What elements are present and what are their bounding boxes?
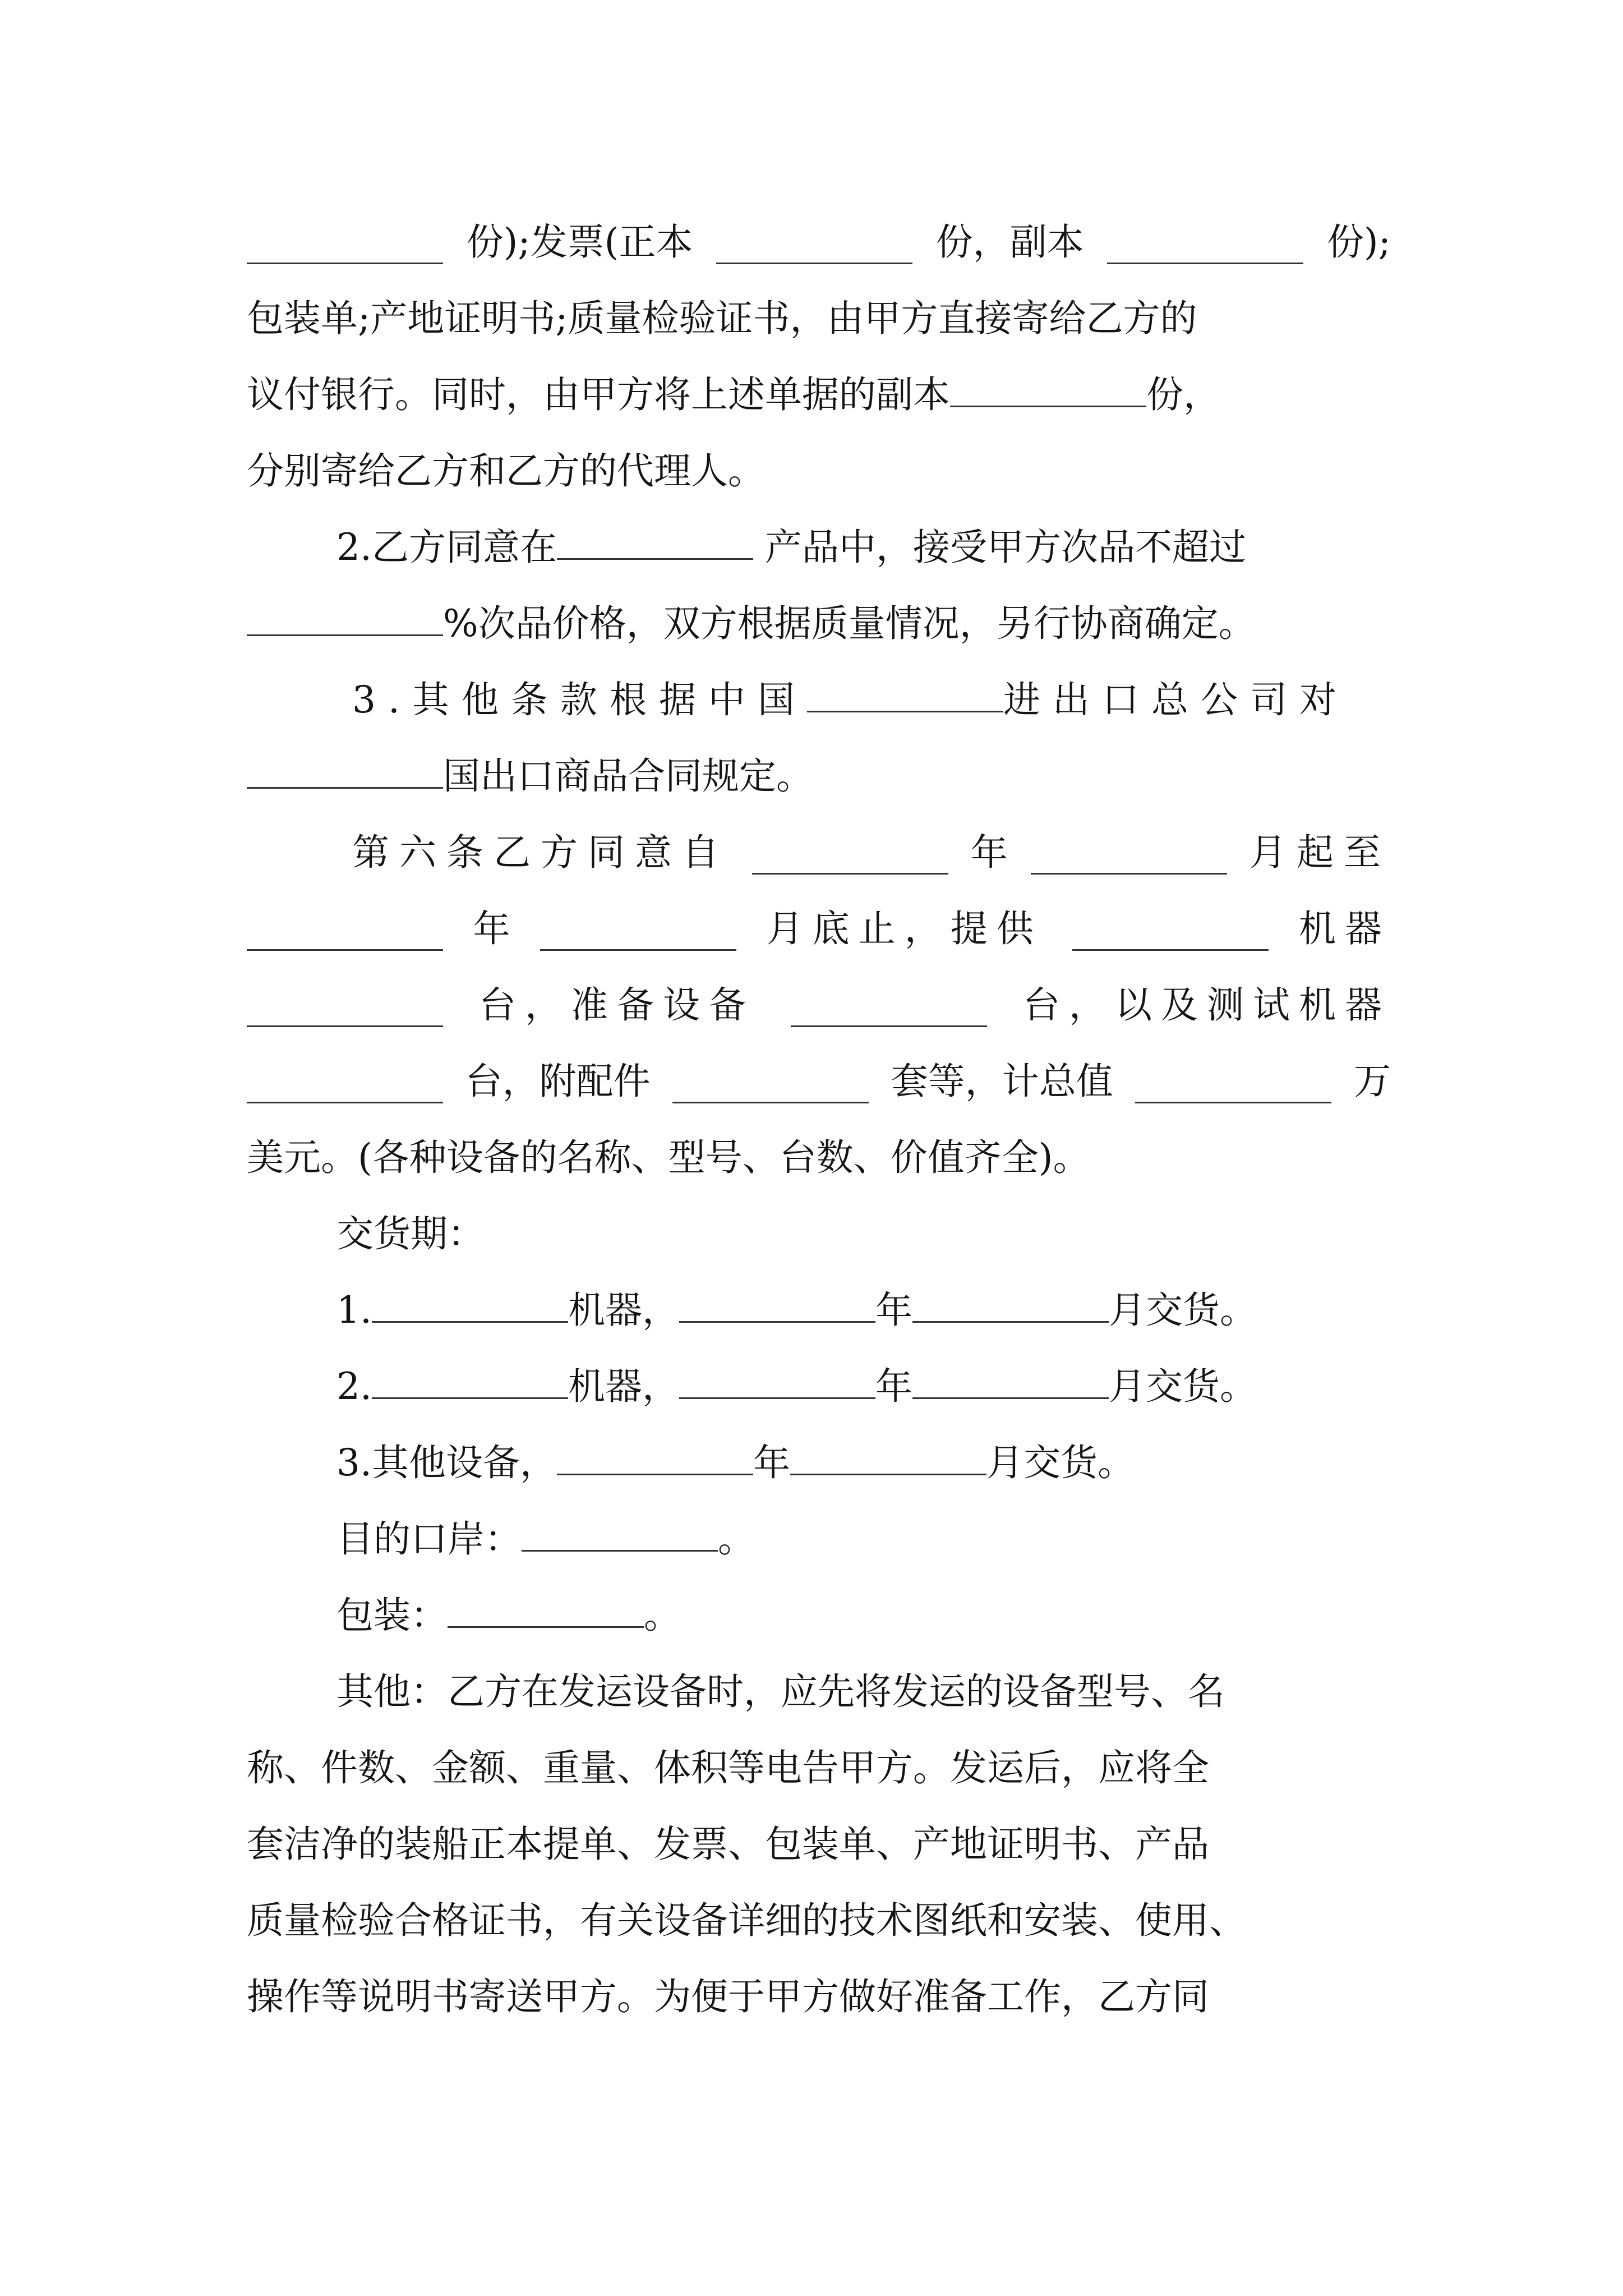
fill-blank [912,1356,1109,1399]
text-segment: 机器， [568,1289,679,1332]
text-line: 质量检验合格证书，有关设备详细的技术图纸和安装、使用、 [247,1899,1246,1942]
fill-blank [790,1432,986,1475]
text-segment: 目的口岸： [336,1517,522,1561]
text-segment: 第六条乙方同意自 [352,831,729,874]
text-segment: 份， [1146,373,1220,416]
text-segment: 月交货。 [1108,1289,1257,1332]
text-segment: 2. [336,1365,372,1408]
fill-blank [1072,908,1269,951]
text-line: 美元。(各种设备的名称、型号、台数、价值齐全)。 [247,1136,1090,1179]
text-line [336,1429,1391,1497]
text-line [247,972,1391,1039]
text-line [247,743,1391,810]
text-segment: 月交货。 [986,1441,1135,1484]
text-line [247,1048,1391,1115]
fill-blank [672,1060,869,1103]
text-segment: 月底止，提供 [766,907,1043,950]
text-segment: 3.其他设备， [336,1441,557,1484]
text-segment: 机器 [1298,907,1391,950]
fill-blank [912,1280,1109,1323]
text-segment: 台，准备设备 [479,983,755,1027]
fill-blank [807,669,1003,712]
text-line [247,590,1391,657]
text-segment: 套等，计总值 [891,1060,1113,1103]
text-line [247,361,1391,429]
text-line [336,1277,1391,1344]
text-segment: 月交货。 [1108,1365,1257,1408]
fill-blank [372,1356,568,1399]
fill-blank [247,746,443,789]
fill-blank [247,984,443,1027]
text-segment: 台，附配件 [465,1060,651,1103]
text-segment: 月起至 [1249,831,1391,874]
fill-blank [522,1508,718,1552]
text-segment: 年 [753,1441,790,1484]
text-line [336,1506,1391,1573]
text-segment: 进出口总公司对 [1003,678,1349,721]
fill-blank [448,1585,644,1628]
text-line [336,1582,1391,1649]
text-line: 包装单;产地证明书;质量检验证书，由甲方直接寄给乙方的 [247,297,1197,340]
text-segment: 份，副本 [935,220,1084,264]
text-line: 其他：乙方在发运设备时，应先将发运的设备型号、名 [336,1670,1225,1713]
fill-blank [557,1432,753,1475]
text-segment: 万 [1353,1060,1391,1103]
fill-blank [1135,1060,1331,1103]
fill-blank [247,221,443,264]
text-segment: %次品价格，双方根据质量情况，另行协商确定。 [443,602,1256,645]
text-line: 称、件数、金额、重量、体积等电告甲方。发运后，应将全 [247,1746,1209,1789]
text-segment: 年 [971,831,1008,874]
text-line [352,666,1391,734]
fill-blank [540,908,736,951]
fill-blank [1031,831,1227,875]
text-segment: 议付银行。同时，由甲方将上述单据的副本 [247,373,950,416]
text-segment: 3.其他条款根据中国 [352,678,807,721]
text-segment: 1. [336,1289,372,1332]
text-segment: 包装： [336,1594,448,1637]
fill-blank [247,908,443,951]
fill-blank [679,1356,875,1399]
text-segment: 产品中，接受甲方次品不超过 [764,526,1246,569]
fill-blank [791,984,987,1027]
text-segment: 台，以及测试机器 [1023,983,1391,1027]
text-line: 分别寄给乙方和乙方的代理人。 [247,449,765,493]
text-segment: 2.乙方同意在 [336,526,557,569]
text-segment: 。 [718,1517,755,1561]
fill-blank [716,221,912,264]
text-segment: 机器， [568,1365,679,1408]
text-line [352,819,1391,886]
fill-blank [372,1280,568,1323]
text-line [336,514,1391,581]
fill-blank [247,1060,443,1103]
text-segment: 年 [875,1365,912,1408]
fill-blank [950,364,1146,407]
text-segment: 年 [473,907,510,950]
text-line: 套洁净的装船正本提单、发票、包装单、产地证明书、产品 [247,1823,1209,1866]
fill-blank [679,1280,875,1323]
text-line [247,209,1391,276]
fill-blank [752,831,948,875]
text-segment: 。 [644,1594,681,1637]
text-line [247,895,1391,963]
text-segment: 份); [1326,220,1391,264]
text-segment: 份);发票(正本 [466,220,693,264]
fill-blank [247,593,443,636]
text-line: 交货期： [336,1212,485,1255]
text-line: 操作等说明书寄送甲方。为便于甲方做好准备工作，乙方同 [247,1975,1209,2018]
text-line [336,1353,1391,1420]
text-segment: 国出口商品合同规定。 [443,754,813,798]
fill-blank [557,517,753,560]
text-segment: 年 [875,1289,912,1332]
fill-blank [1107,221,1303,264]
